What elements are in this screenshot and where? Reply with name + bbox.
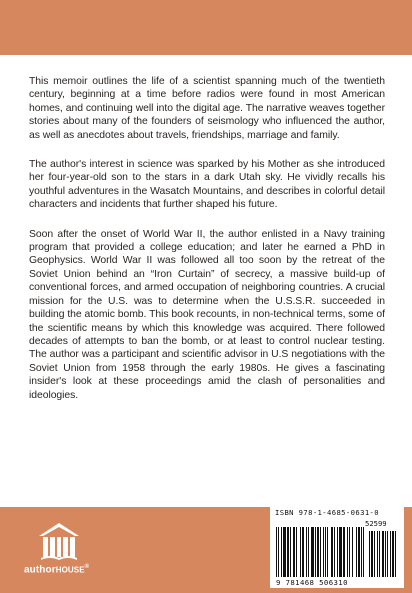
barcode-bar <box>296 527 297 577</box>
barcode-bar <box>323 527 324 577</box>
publisher-name-part-1: author <box>24 564 56 576</box>
barcode-addon-bar <box>371 531 373 577</box>
publisher-name-part-2: HOUSE <box>55 565 85 575</box>
barcode-addon-bar <box>369 531 370 577</box>
barcode-bar <box>278 527 279 577</box>
barcode-bar <box>311 527 314 577</box>
barcode-bar <box>334 527 335 577</box>
barcode-addon-bar <box>385 531 386 577</box>
publisher-name <box>24 564 104 575</box>
barcode-bar <box>306 527 307 577</box>
isbn-barcode <box>270 507 404 588</box>
barcode-bar <box>358 527 360 577</box>
barcode-bar <box>325 527 326 577</box>
barcode-addon-bar <box>395 531 396 577</box>
barcode-bar <box>293 527 295 577</box>
barcode-addon-bar <box>390 531 391 577</box>
price-code: 52599 <box>365 519 387 528</box>
barcode-bar <box>343 527 345 577</box>
barcode-bar <box>349 527 350 577</box>
barcode-bar <box>302 527 304 577</box>
barcode-bar <box>281 527 282 577</box>
barcode-addon-bar <box>392 531 394 577</box>
trademark-symbol: ® <box>84 564 90 570</box>
barcode-addon-bar <box>382 531 384 577</box>
barcode-bar <box>315 527 316 577</box>
barcode-bar <box>347 527 348 577</box>
barcode-digits: 9 781468 506310 <box>276 578 348 587</box>
blurb-paragraph-2: The author's interest in science was sparked by his Mother as she introduced her four-year-old son to the stars in a dark Utah sky. He vividly recalls his youthful adventures in the Wasatch Mountains, and describes in colorful detail characters and incidents that further shaped his future. <box>29 159 385 211</box>
authorhouse-logo-icon <box>37 521 81 561</box>
top-color-band <box>0 0 412 55</box>
barcode-bar <box>317 527 319 577</box>
barcode-addon-bar <box>377 531 378 577</box>
barcode-bar <box>361 527 362 577</box>
barcode-bar <box>290 527 291 577</box>
barcode-bars <box>274 527 400 579</box>
barcode-bar <box>337 527 338 577</box>
barcode-bar <box>352 527 353 577</box>
barcode-bar <box>327 527 328 577</box>
barcode-bar <box>276 527 277 577</box>
barcode-bar <box>283 527 286 577</box>
barcode-bar <box>300 527 301 577</box>
barcode-bar <box>308 527 309 577</box>
blurb-paragraph-3: Soon after the onset of World War II, the author enlisted in a Navy training program that provided a college education; and later he earned a PhD in Geophysics. World War II was followed all too soon by the retreat of the Soviet Union behind an “Iron Curtain” of secrecy, a massive build-up of conventional forces, and armed occupation of neighboring countries. A crucial mission for the U.S. was to determine when the U.S.S.R. succeeded in building the atomic bomb. This book recounts, in non-technical terms, some of the scientific means by which this knowledge was acquired. There followed decades of attempts to ban the bomb, or at least to control nuclear testing. The author was a participant and scientific advisor in U.S negotiations with the Soviet Union from 1958 through the early 1980s. He gives a fascinating insider's look at these proceedings amid the clash of personalities and ideologies. <box>29 228 385 401</box>
barcode-bar <box>339 527 342 577</box>
barcode-addon-bar <box>379 531 380 577</box>
back-cover-blurb <box>29 75 385 418</box>
barcode-bar <box>287 527 289 577</box>
barcode-addon-bar <box>387 531 388 577</box>
publisher-logo <box>24 521 96 581</box>
barcode-bar <box>363 527 364 577</box>
barcode-bar <box>331 527 333 577</box>
barcode-bar <box>320 527 321 577</box>
barcode-addon-bar <box>374 531 375 577</box>
isbn-label: ISBN 978-1-4685-0631-0 <box>275 508 379 517</box>
blurb-paragraph-1: This memoir outlines the life of a scientist spanning much of the twentieth century, beginning at a time before radios were found in most American homes, and continuing well into the digital age. The narrative weaves together stories about many of the founders of seismology who influenced the author, as well as anecdotes about travels, friendships, marriage and family. <box>29 76 385 141</box>
barcode-bar <box>356 527 357 577</box>
